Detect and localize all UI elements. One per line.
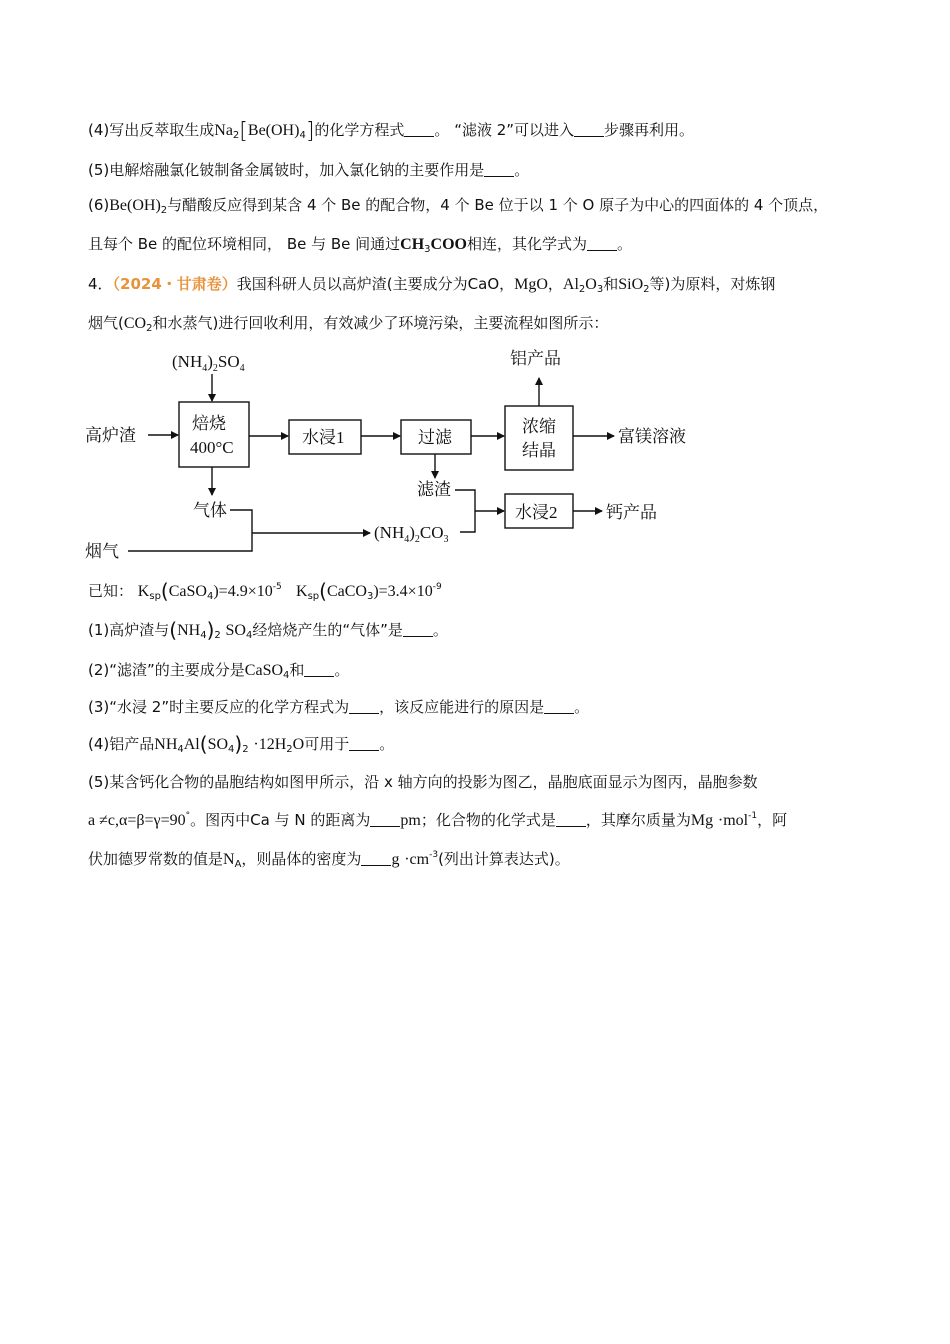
q4-part5-line1: (5)某含钙化合物的晶胞结构如图甲所示，沿 x 轴方向的投影为图乙，晶胞底面显示为图丙，晶胞参数 [88, 773, 758, 791]
gas-label: 气体 [193, 501, 227, 520]
q4-part3: (3)“水浸 2”时主要反应的化学方程式为 ，该反应能进行的原因是 。 [88, 698, 590, 716]
question-source: （2024・甘肃卷） [112, 275, 237, 293]
roast-temp: 400°C [190, 438, 234, 457]
roast-box [179, 402, 249, 467]
process-flowchart [80, 340, 700, 570]
concentrate-label: 浓缩 [522, 417, 556, 436]
aluminium-product: 铝产品 [510, 349, 561, 368]
leach1-label: 水浸1 [302, 428, 345, 447]
residue-label: 滤渣 [417, 480, 451, 499]
answer-blank[interactable] [574, 122, 604, 137]
answer-blank[interactable] [484, 162, 514, 177]
q3-part5: (5)电解熔融氯化铍制备金属铍时，加入氯化钠的主要作用是 。 [88, 161, 530, 179]
leach2-label: 水浸2 [515, 503, 558, 522]
q4-intro-line2: 烟气($CO_2$和水蒸气)进行回收利用，有效减少了环境污染，主要流程如图所示： [88, 314, 609, 334]
roast-label: 焙烧 [192, 414, 226, 433]
mg-solution: 富镁溶液 [618, 427, 686, 446]
q4-part5-line3: 伏加德罗常数的值是$N_A$，则晶体的密度为 $g \cdot cm^{-3}$(列出计算表达式)。 [88, 850, 570, 870]
ammonium-carbonate: $(NH_4)_2CO_3$ [374, 523, 449, 545]
filter-label: 过滤 [418, 428, 452, 447]
q3-part6-line1: $(6)Be(OH)_2$与醋酸反应得到某含 4 个 Be 的配合物，4 个 Be 位于以 1 个 O 原子为中心的四面体的 4 个顶点， [88, 196, 829, 216]
flue-gas-label: 烟气 [85, 542, 119, 561]
answer-blank[interactable] [556, 812, 586, 827]
slag-label: 高炉渣 [85, 426, 136, 445]
answer-blank[interactable] [587, 236, 617, 251]
question-number: 4． [88, 275, 113, 293]
q4-part2: (2)“滤渣”的主要成分是CaSO$_4$和 。 [88, 661, 350, 681]
answer-blank[interactable] [361, 851, 391, 866]
q4-part5-line2: a ≠c,α=β=γ=90°。图丙中Ca 与 N 的距离为 pm；化合物的化学式是 ，其摩尔质量为Mg ·mol$^{-1}$，阿 [88, 811, 788, 829]
q4-part4: (4)铝产品$NH_4Al(SO_4)_2 \cdot 12H_2O$可用于 。 [88, 732, 395, 756]
crystallize-label: 结晶 [522, 441, 556, 460]
answer-blank[interactable] [403, 622, 433, 637]
answer-blank[interactable] [304, 662, 334, 677]
answer-blank[interactable] [370, 812, 400, 827]
reagent-top: $(NH_4)_2SO_4$ [172, 352, 245, 374]
q4-part1: (1)高炉渣与$(NH_4)_2$ $SO_4$经焙烧产生的“气体”是 。 [88, 618, 448, 642]
q3-part6-line2: 且每个 Be 的配位环境相同， Be 与 Be 间通过$CH_3COO$相连，其化学式为 。 [88, 235, 633, 255]
q4-intro-line1: 4．（2024・甘肃卷）我国科研人员以高炉渣(主要成分为CaO，MgO，$Al_2O_3$和SiO$_2$等)为原料，对炼钢 [88, 275, 776, 295]
concentrate-box [505, 406, 573, 470]
answer-blank[interactable] [349, 699, 379, 714]
ca-product: 钙产品 [606, 503, 657, 522]
q3-part4: (4)写出反萃取生成$Na_2[Be(OH)_4]$的化学方程式 。 “滤液 2”可以进入 步骤再利用。 [88, 119, 695, 144]
answer-blank[interactable] [404, 122, 434, 137]
answer-blank[interactable] [349, 736, 379, 751]
known-ksp: 已知： $K_{sp}(CaSO_4)=4.9\times 10^{-5}$ $K_{sp}(CaCO_3)=3.4\times 10^{-9}$ [88, 579, 442, 603]
answer-blank[interactable] [544, 699, 574, 714]
